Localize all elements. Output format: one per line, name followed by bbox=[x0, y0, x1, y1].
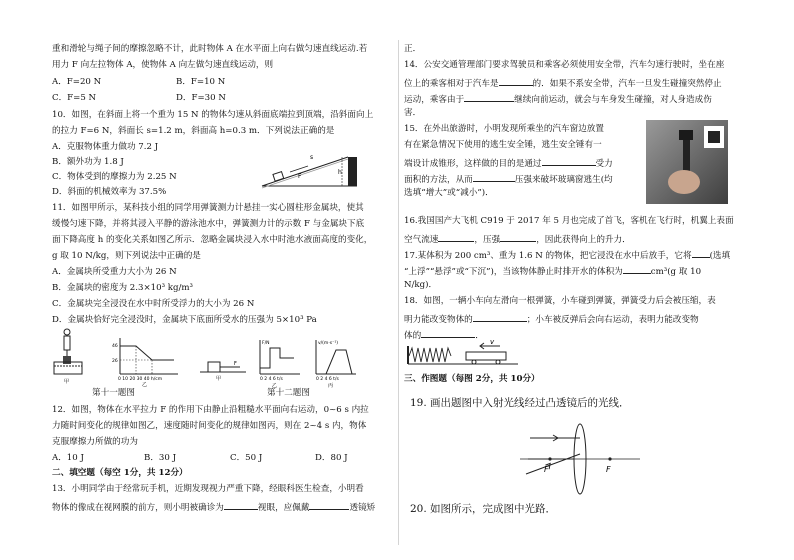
q10-option-c: C．物体受到的摩擦力为 2.25 N bbox=[52, 172, 177, 182]
q16-text-c: ，因此获得向上的升力． bbox=[536, 235, 631, 245]
q17-stem-line-3: N/kg)． bbox=[404, 280, 438, 290]
right-column bbox=[404, 0, 789, 560]
q14-text-b: 的．如果不系安全带，汽车一旦发生碰撞突然停止 bbox=[532, 79, 722, 89]
q14-stem-line-3 bbox=[404, 92, 712, 105]
q13-text-b: 视眼，应佩戴 bbox=[257, 503, 310, 513]
q20-stem: 20. 如图所示，完成图中光路． bbox=[410, 503, 557, 515]
spring-cart-figure bbox=[406, 334, 520, 368]
q12-option-c: C．50 J bbox=[230, 453, 263, 463]
q11-stem-line-1: 11．如图甲所示，某科技小组的同学用弹簧测力计悬挂一实心圆柱形金属块，使其 bbox=[52, 203, 364, 213]
q11-option-b: B．金属块的密度为 2.3×10³ kg/m³ bbox=[52, 283, 193, 293]
q12-option-d: D．80 J bbox=[315, 453, 348, 463]
svg-text:s: s bbox=[310, 154, 314, 161]
figure-caption-11: 第十一题图 bbox=[92, 388, 135, 398]
q16-blank-2[interactable] bbox=[500, 232, 536, 242]
safety-hammer-photo bbox=[646, 120, 728, 204]
focal-point-right-label: F bbox=[606, 465, 611, 474]
q15-stem-line-5: 选填“增大”或“减小”)． bbox=[404, 188, 494, 198]
q19-stem: 19. 画出题图中入射光线经过凸透镜后的光线． bbox=[410, 397, 630, 409]
q12-option-b: B．30 J bbox=[144, 453, 177, 463]
spring-scale-figure bbox=[52, 328, 86, 385]
svg-text:h: h bbox=[338, 169, 342, 176]
q16-stem-line-1: 16.我国国产大飞机 C919 于 2017 年 5 月也完成了首飞，客机在飞行时，机翼上表面 bbox=[404, 216, 734, 226]
svg-text:0 2 4 6 t/s: 0 2 4 6 t/s bbox=[260, 377, 283, 382]
q17-stem-line-2 bbox=[404, 264, 701, 277]
q12-stem-line-2: 力随时间变化的规律如图乙，速度随时间变化的规律如图丙，则在 2~4 s 内，物体 bbox=[52, 421, 367, 431]
q17-text-b: (选填 bbox=[709, 251, 731, 261]
q11-option-a: A．金属块所受重力大小为 26 N bbox=[52, 267, 177, 277]
q16-text-a: 空气流速 bbox=[404, 235, 439, 245]
q13-stem-line-2 bbox=[52, 500, 375, 513]
block-on-floor-figure bbox=[200, 356, 248, 380]
q15-text-c: 面积的方法，从而 bbox=[404, 175, 473, 185]
q12-option-a: A．10 J bbox=[52, 453, 84, 463]
q12-stem-line-1: 12．如图，物体在水平拉力 F 的作用下由静止沿粗糙水平面向右运动，0~6 s 内拉 bbox=[52, 405, 369, 415]
q15-stem-line-3 bbox=[404, 156, 613, 169]
force-height-graph bbox=[112, 336, 180, 388]
velocity-label: v bbox=[490, 338, 495, 346]
svg-text:甲: 甲 bbox=[216, 376, 222, 382]
q18-text-a: 明力能改变物体的 bbox=[404, 315, 473, 325]
q17-text-c: “上浮”“悬浮”或“下沉”)，当该物体静止时排开水的体积为 bbox=[404, 267, 623, 277]
left-column bbox=[52, 0, 437, 560]
q15-text-d: 压强来破坏玻璃窗逃生(均 bbox=[514, 175, 613, 185]
q17-text-d: cm³(g 取 10 bbox=[650, 267, 702, 277]
q15-text-b: 受力 bbox=[595, 159, 613, 169]
svg-text:v/(m·s⁻¹): v/(m·s⁻¹) bbox=[318, 341, 339, 346]
q14-text-c: 运动，乘客由于 bbox=[404, 95, 465, 105]
q11-stem-line-3: 面下降高度 h 的变化关系如图乙所示．忽略金属块浸入水中时池水液面高度的变化， bbox=[52, 235, 373, 245]
q13-blank-1[interactable] bbox=[224, 500, 258, 510]
focal-point-left-label: F bbox=[544, 465, 549, 474]
q10-stem-line-2: 的拉力 F=6 N，斜面长 s=1.2 m，斜面高 h=0.3 m．下列说法正确的是 bbox=[52, 126, 335, 136]
q9-option-d: D．F=30 N bbox=[176, 93, 226, 103]
svg-text:46: 46 bbox=[112, 344, 118, 349]
svg-text:26: 26 bbox=[112, 359, 118, 364]
q17-text-a: 17.某体积为 200 cm³、重为 1.6 N 的物体，把它浸没在水中后放手，它将 bbox=[404, 251, 692, 261]
q14-text-a: 位上的乘客相对于汽车是 bbox=[404, 79, 499, 89]
q9-option-a: A．F=20 N bbox=[52, 77, 102, 87]
section-drawing-heading: 三、作图题（每图 2分，共 10分） bbox=[404, 374, 540, 384]
q10-option-b: B．额外功为 1.8 J bbox=[52, 157, 124, 167]
q14-stem-line-1: 14．公安交通管理部门要求驾驶员和乘客必须使用安全带，汽车匀速行驶时，坐在座 bbox=[404, 60, 725, 70]
q16-stem-line-2 bbox=[404, 232, 631, 245]
q10-option-a: A．克服物体重力做功 7.2 J bbox=[52, 142, 159, 152]
q15-blank-1[interactable] bbox=[542, 156, 596, 166]
q14-stem-line-4: 害． bbox=[404, 108, 422, 118]
q14-blank-1[interactable] bbox=[499, 76, 533, 86]
q18-stem-line-2 bbox=[404, 312, 699, 325]
q11-stem-line-2: 缓慢匀速下降，并将其浸入平静的游泳池水中，弹簧测力计的示数 F 与金属块下底 bbox=[52, 219, 365, 229]
svg-text:F: F bbox=[298, 173, 302, 180]
q13-continuation: 正． bbox=[404, 44, 422, 54]
q9-option-b: B．F=10 N bbox=[176, 77, 226, 87]
svg-text:乙: 乙 bbox=[142, 382, 148, 388]
svg-text:F/N: F/N bbox=[262, 341, 270, 346]
q15-blank-2[interactable] bbox=[473, 172, 515, 182]
q14-text-d: 继续向前运动，就会与车身发生碰撞，对人身造成伤 bbox=[514, 95, 712, 105]
q18-stem-line-1: 18．如图，一辆小车向左滑向一根弹簧，小车碰到弹簧，弹簧受力后会被压缩，表 bbox=[404, 296, 716, 306]
svg-text:甲: 甲 bbox=[64, 379, 70, 385]
q18-text-c: 体的 bbox=[404, 331, 422, 341]
incline-figure bbox=[260, 148, 360, 190]
figure-caption-12: 第十二题图 bbox=[267, 388, 310, 398]
q18-text-d: ． bbox=[475, 331, 484, 341]
convex-lens-figure bbox=[520, 416, 640, 494]
q16-text-b: ，压强 bbox=[474, 235, 501, 245]
q16-blank-1[interactable] bbox=[438, 232, 474, 242]
q10-stem-line-1: 10．如图，在斜面上将一个重为 15 N 的物体匀速从斜面底端拉到顶端，沿斜面向上 bbox=[52, 110, 374, 120]
q15-stem-line-2: 有在紧急情况下使用的逃生安全锤，逃生安全锤有一 bbox=[404, 140, 602, 150]
q10-option-d: D．斜面的机械效率为 37.5% bbox=[52, 187, 167, 197]
q11-stem-line-4: g 取 10 N/kg，则下列说法中正确的是 bbox=[52, 251, 201, 261]
q9-option-c: C．F=5 N bbox=[52, 93, 97, 103]
q14-blank-2[interactable] bbox=[464, 92, 514, 102]
svg-text:F: F bbox=[234, 361, 237, 367]
q15-stem-line-4 bbox=[404, 172, 613, 185]
q18-text-b: ；小车被反弹后会向右运动，表明力能改变物 bbox=[526, 315, 699, 325]
svg-text:0 2 4 6 t/s: 0 2 4 6 t/s bbox=[316, 377, 339, 382]
q15-stem-line-1: 15．在外出旅游时，小明发现所乘坐的汽车窗边放置 bbox=[404, 124, 604, 134]
q13-stem-line-1: 13．小明同学由于经常玩手机，近期发现视力严重下降，经眼科医生检查，小明看 bbox=[52, 484, 364, 494]
q12-stem-line-3: 克服摩擦力所做的功为 bbox=[52, 437, 138, 447]
q17-blank-2[interactable] bbox=[623, 264, 651, 274]
force-time-graph bbox=[254, 338, 304, 389]
q13-text-c: 透镜矫 bbox=[349, 503, 376, 513]
q9-continuation-line-2: 用力 F 向左拉物体 A，使物体 A 向左做匀速直线运动，则 bbox=[52, 60, 274, 70]
q15-text-a: 端设计成锥形，这样做的目的是通过 bbox=[404, 159, 542, 169]
svg-text:0 10 20 30 40 h/cm: 0 10 20 30 40 h/cm bbox=[118, 377, 163, 382]
q17-stem-line-1 bbox=[404, 248, 730, 261]
q11-option-d: D．金属块恰好完全浸没时，金属块下底面所受水的压强为 5×10³ Pa bbox=[52, 315, 317, 325]
q18-blank-1[interactable] bbox=[473, 312, 527, 322]
q17-blank-1[interactable] bbox=[692, 248, 710, 258]
q13-blank-2[interactable] bbox=[309, 500, 349, 510]
velocity-time-graph bbox=[310, 338, 360, 389]
q11-option-c: C．金属块完全浸没在水中时所受浮力的大小为 26 N bbox=[52, 299, 255, 309]
q13-text-a: 物体的像成在视网膜的前方，则小明被确诊为 bbox=[52, 503, 224, 513]
section-fill-in-heading: 二、填空题（每空 1分，共 12分） bbox=[52, 468, 188, 478]
q9-continuation-line-1: 重和滑轮与绳子间的摩擦忽略不计，此时物体 A 在水平面上向右做匀速直线运动.若 bbox=[52, 44, 368, 54]
svg-text:丙: 丙 bbox=[328, 383, 334, 389]
q14-stem-line-2 bbox=[404, 76, 722, 89]
svg-text:乙: 乙 bbox=[272, 383, 278, 389]
